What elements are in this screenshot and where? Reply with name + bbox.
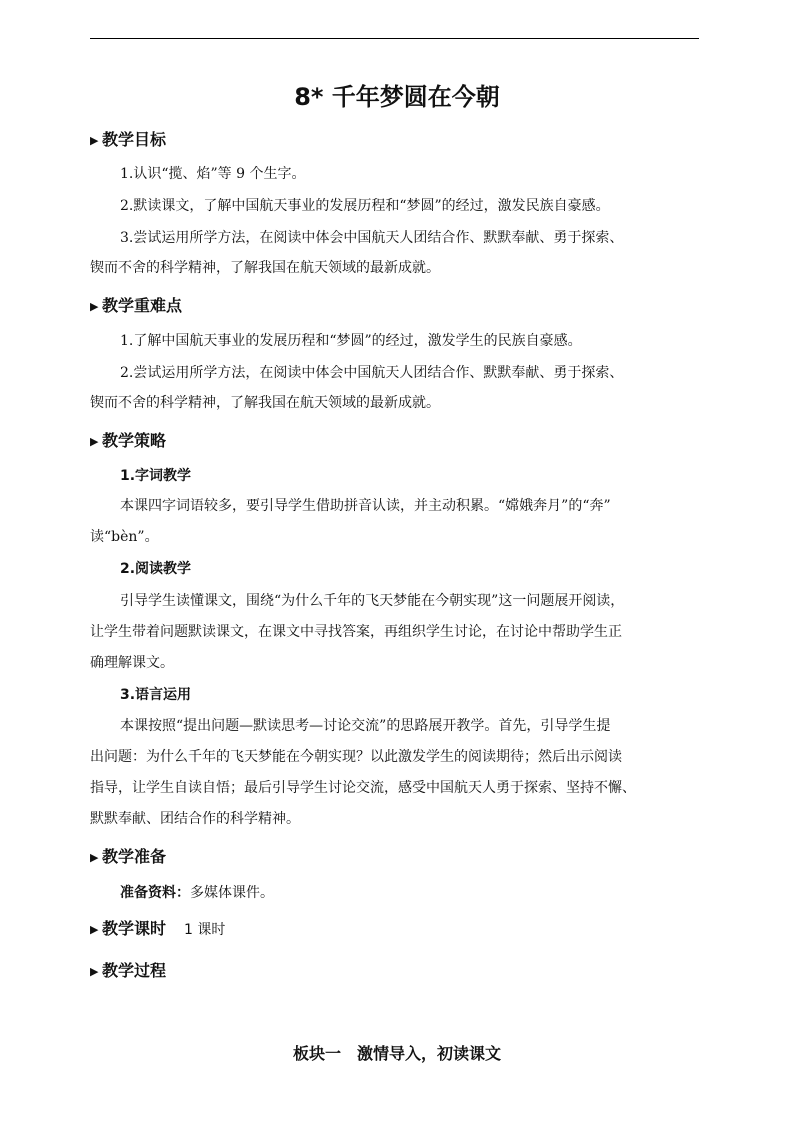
preparation-text: 多媒体课件。 — [190, 885, 274, 901]
triangle-bullet-icon: ▶ — [90, 300, 99, 313]
strategy-1-line-1: 本课四字词语较多，要引导学生借助拼音认读，并主动积累。“嫦娥奔月”的“奔” — [120, 498, 611, 514]
strategy-subheading-3: 3.语言运用 — [120, 687, 192, 703]
block-title: 板块一 激情导入，初读课文 — [292, 1044, 501, 1063]
section-heading-label: 教学策略 — [102, 431, 167, 450]
strategy-3-line-3: 指导，让学生自读自悟；最后引导学生讨论交流，感受中国航天人勇于探索、坚持不懈、 — [90, 780, 636, 796]
key-point-1: 1.了解中国航天事业的发展历程和“梦圆”的经过，激发学生的民族自豪感。 — [120, 333, 582, 349]
section-heading-strategy — [90, 429, 166, 454]
goal-item-2: 2.默读课文，了解中国航天事业的发展历程和“梦圆”的经过，激发民族自豪感。 — [120, 198, 610, 214]
triangle-bullet-icon: ▶ — [90, 435, 99, 448]
hours-value: 1 课时 — [184, 922, 226, 938]
header-rule — [90, 38, 699, 39]
strategy-3-line-1: 本课按照“提出问题—默读思考—讨论交流”的思路展开教学。首先，引导学生提 — [120, 718, 611, 734]
strategy-3-line-2: 出问题：为什么千年的飞天梦能在今朝实现？以此激发学生的阅读期待；然后出示阅读 — [90, 749, 622, 765]
key-point-2-line-1: 2.尝试运用所学方法，在阅读中体会中国航天人团结合作、默默奉献、勇于探索、 — [120, 365, 624, 381]
section-heading-label: 教学过程 — [102, 961, 167, 980]
section-heading-hours — [90, 917, 225, 942]
strategy-subheading-1: 1.字词教学 — [120, 468, 192, 484]
key-point-2-line-2: 锲而不舍的科学精神，了解我国在航天领域的最新成就。 — [90, 395, 440, 411]
strategy-1-line-2: 读“bèn”。 — [90, 529, 159, 545]
triangle-bullet-icon: ▶ — [90, 851, 99, 864]
strategy-subheading-2: 2.阅读教学 — [120, 561, 192, 577]
page-title: 8* 千年梦圆在今朝 — [294, 83, 500, 111]
strategy-2-line-1: 引导学生读懂课文，围绕“为什么千年的飞天梦能在今朝实现”这一问题展开阅读， — [120, 593, 625, 609]
triangle-bullet-icon: ▶ — [90, 923, 99, 936]
preparation-line — [120, 882, 700, 904]
strategy-2-line-3: 确理解课文。 — [90, 655, 174, 671]
strategy-3-line-4: 默默奉献、团结合作的科学精神。 — [90, 811, 300, 827]
section-heading-label: 教学准备 — [102, 847, 167, 866]
triangle-bullet-icon: ▶ — [90, 134, 99, 147]
section-heading-preparation — [90, 845, 166, 870]
section-heading-key-points — [90, 294, 182, 319]
goal-item-3-line-2: 锲而不舍的科学精神，了解我国在航天领域的最新成就。 — [90, 260, 440, 276]
strategy-2-line-2: 让学生带着问题默读课文，在课文中寻找答案，再组织学生讨论，在讨论中帮助学生正 — [90, 624, 622, 640]
triangle-bullet-icon: ▶ — [90, 965, 99, 978]
goal-item-1: 1.认识“揽、焰”等 9 个生字。 — [120, 166, 306, 182]
section-heading-process — [90, 959, 166, 984]
section-heading-label: 教学重难点 — [102, 296, 183, 315]
goal-item-3-line-1: 3.尝试运用所学方法，在阅读中体会中国航天人团结合作、默默奉献、勇于探索、 — [120, 230, 624, 246]
section-heading-goals — [90, 128, 166, 153]
preparation-label: 准备资料： — [120, 885, 190, 901]
section-heading-label: 教学目标 — [102, 130, 167, 149]
section-heading-label: 教学课时 — [102, 919, 167, 938]
